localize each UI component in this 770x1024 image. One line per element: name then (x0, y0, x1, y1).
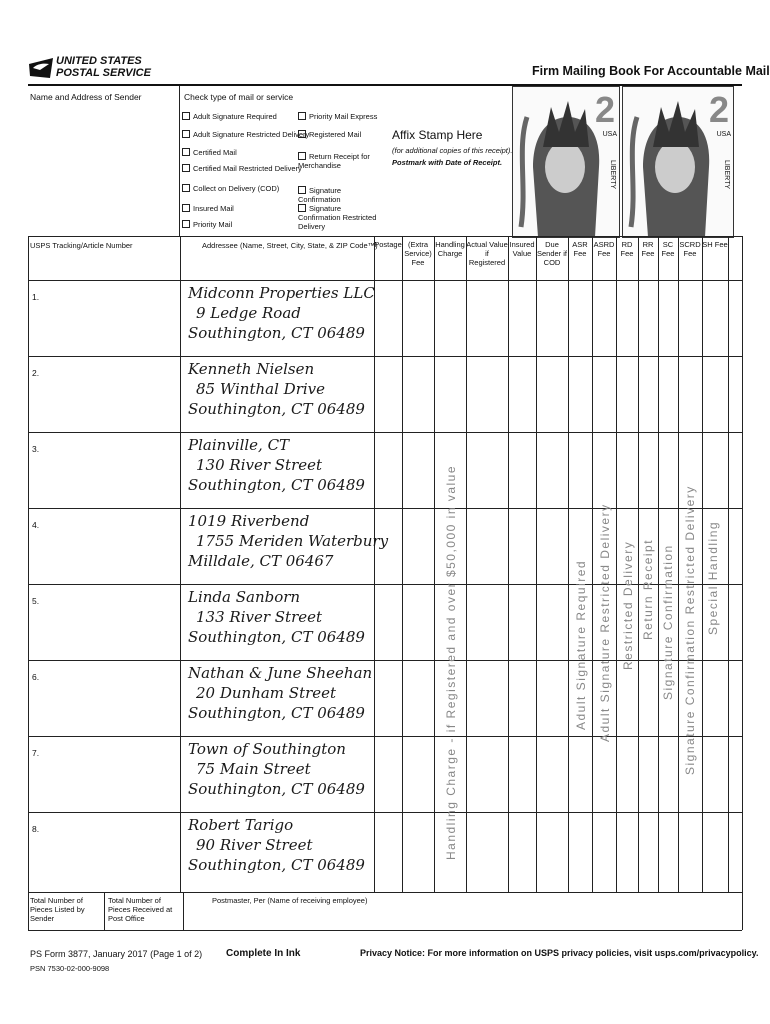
col-header-postage: Postage (374, 240, 402, 249)
checkbox-icon[interactable] (298, 112, 306, 120)
col-header-extra: (Extra Service) Fee (404, 240, 432, 267)
mail-type-option[interactable] (182, 148, 312, 157)
mail-type-label: Return Receipt for Merchandise (298, 152, 370, 170)
handwritten-address-line: Nathan & June Sheehan (188, 664, 373, 682)
agency-line2: POSTAL SERVICE (56, 67, 151, 79)
col-header-handling: Handling Charge (435, 240, 465, 258)
row-divider (28, 508, 742, 509)
col-header-sc: SC Fee (661, 240, 675, 258)
handwritten-address-line: 90 River Street (196, 836, 313, 854)
column-divider (616, 236, 617, 892)
footer-div2 (183, 892, 184, 930)
mail-type-option[interactable] (182, 220, 312, 229)
affix-stamp-title: Affix Stamp Here (392, 128, 483, 142)
handwritten-address-line: Southington, CT 06489 (188, 400, 365, 418)
mail-type-label: Check type of mail or service (184, 92, 294, 102)
mail-type-label: Certified Mail (193, 148, 237, 157)
checkbox-icon[interactable] (298, 130, 306, 138)
handwritten-address-line: Southington, CT 06489 (188, 780, 365, 798)
column-divider (638, 236, 639, 892)
checkbox-icon[interactable] (182, 148, 190, 156)
vertical-rr: Return Receipt (641, 538, 655, 640)
handwritten-address-line: Southington, CT 06489 (188, 704, 365, 722)
column-divider (702, 236, 703, 892)
handwritten-address-line: 130 River Street (196, 456, 323, 474)
psn-number: PSN 7530-02-000-9098 (30, 964, 110, 973)
row-divider (28, 812, 742, 813)
column-divider (678, 236, 679, 892)
handwritten-address-line: Southington, CT 06489 (188, 324, 365, 342)
handwritten-address-line: Southington, CT 06489 (188, 476, 365, 494)
mail-type-option[interactable] (182, 130, 312, 139)
total-pieces-sender: Total Number of Pieces Listed by Sender (30, 896, 85, 923)
vertical-scrd: Signature Confirmation Restricted Delivery (683, 485, 697, 775)
row-divider (28, 280, 742, 281)
row-number: 4. (32, 520, 40, 530)
liberty-stamp-left (512, 86, 620, 238)
col-header-rr: RR Fee (641, 240, 655, 258)
mail-type-option[interactable] (298, 130, 382, 139)
vertical-asrd: Adult Signature Restricted Delivery (598, 503, 612, 742)
mail-type-label: Registered Mail (309, 130, 362, 139)
handwritten-address-line: 133 River Street (196, 608, 323, 626)
stamp-note1: (for additional copies of this receipt). (392, 146, 513, 155)
column-divider (508, 236, 509, 892)
col-header-scrd: SCRD Fee (679, 240, 701, 258)
mail-type-label: Signature Confirmation (298, 186, 342, 204)
row-number: 5. (32, 596, 40, 606)
checkbox-icon[interactable] (298, 204, 306, 212)
handwritten-address-line: Linda Sanborn (188, 588, 301, 606)
handwritten-address-line: Southington, CT 06489 (188, 856, 365, 874)
footer-div1 (104, 892, 105, 930)
row-number: 2. (32, 368, 40, 378)
row-number: 6. (32, 672, 40, 682)
handwritten-address-line: Milldale, CT 06467 (188, 552, 334, 570)
checkbox-icon[interactable] (182, 220, 190, 228)
handwritten-address-line: 1019 Riverbend (188, 512, 310, 530)
mail-type-label: Priority Mail (193, 220, 233, 229)
handwritten-address-line: Southington, CT 06489 (188, 628, 365, 646)
mail-type-option[interactable] (182, 112, 312, 121)
column-divider (536, 236, 537, 892)
column-divider (658, 236, 659, 892)
row-divider (28, 432, 742, 433)
handwritten-address-line: Town of Southington (188, 740, 346, 758)
table-border (28, 236, 29, 930)
liberty-stamp-right (622, 86, 734, 238)
mail-type-label: Priority Mail Express (309, 112, 378, 121)
mail-type-option[interactable] (298, 204, 382, 231)
column-divider (592, 236, 593, 892)
checkbox-icon[interactable] (182, 204, 190, 212)
handwritten-address-line: Plainville, CT (188, 436, 290, 454)
usps-eagle-logo (28, 56, 54, 80)
stamp-country-right: USA (716, 131, 731, 138)
mail-type-option[interactable] (182, 184, 312, 193)
col-header-tracking: USPS Tracking/Article Number (30, 241, 133, 250)
checkbox-icon[interactable] (182, 184, 190, 192)
table-border (742, 236, 743, 930)
col-header-insured: Insured Value (509, 240, 535, 258)
row-number: 7. (32, 748, 40, 758)
col-header-rd: RD Fee (620, 240, 634, 258)
stamp-caption-right: LIBERTY (722, 159, 730, 190)
privacy-notice: Privacy Notice: For more information on USPS privacy policies, visit usps.com/privacypolicy. (360, 948, 759, 958)
handwritten-address-line: 20 Dunham Street (196, 684, 337, 702)
stamp-denom-right: 2 (708, 89, 729, 130)
col-header-asr: ASR Fee (572, 240, 588, 258)
stamp-note2: Postmark with Date of Receipt. (392, 158, 503, 167)
handwritten-address-line: Midconn Properties LLC (188, 284, 375, 302)
form-title: Firm Mailing Book For Accountable Mail (532, 64, 770, 78)
mail-type-option[interactable] (298, 186, 382, 204)
column-divider (568, 236, 569, 892)
column-divider (466, 236, 467, 892)
agency-name (56, 55, 151, 79)
sender-label: Name and Address of Sender (30, 92, 142, 102)
postmaster-label: Postmaster, Per (Name of receiving employee) (212, 896, 368, 905)
stamp-country-left: USA (602, 131, 617, 138)
mail-type-label: Adult Signature Restricted Delivery (193, 130, 310, 139)
row-number: 8. (32, 824, 40, 834)
stamp-denom-left: 2 (594, 89, 615, 130)
handwritten-address-line: 9 Ledge Road (196, 304, 301, 322)
stamp-caption-left: LIBERTY (608, 159, 616, 190)
column-divider (728, 236, 729, 892)
checkbox-icon[interactable] (182, 130, 190, 138)
column-divider (180, 236, 181, 892)
mail-type-option[interactable] (182, 204, 312, 213)
col-header-due-sender: Due Sender if COD (536, 240, 568, 267)
mail-type-option[interactable] (298, 152, 382, 170)
handwritten-address-line: Robert Tarigo (188, 816, 294, 834)
total-pieces-received: Total Number of Pieces Received at Post Office (108, 896, 173, 923)
vertical-sc: Signature Confirmation (661, 544, 675, 700)
checkbox-icon[interactable] (182, 112, 190, 120)
mail-type-option[interactable] (182, 164, 312, 173)
handwritten-address-line: 85 Winthal Drive (196, 380, 326, 398)
handwritten-address-line: Kenneth Nielsen (188, 360, 315, 378)
form-id: PS Form 3877, January 2017 (Page 1 of 2) (30, 949, 203, 959)
handwritten-address-line: 75 Main Street (196, 760, 311, 778)
mail-type-label: Certified Mail Restricted Delivery (193, 164, 302, 173)
row-divider (28, 356, 742, 357)
table-top-rule (28, 236, 742, 237)
row-number: 3. (32, 444, 40, 454)
column-divider (434, 236, 435, 892)
vertical-handling: Handling Charge - if Registered and over $50,000 in value (444, 464, 458, 860)
row-number: 1. (32, 292, 40, 302)
row-divider (28, 736, 742, 737)
footer-bottom-rule (28, 930, 742, 931)
mail-type-option[interactable] (298, 112, 382, 121)
checkbox-icon[interactable] (298, 152, 306, 160)
column-divider (374, 236, 375, 892)
checkbox-icon[interactable] (182, 164, 190, 172)
column-divider (402, 236, 403, 892)
mail-type-label: Collect on Delivery (COD) (193, 184, 280, 193)
mail-type-label: Signature Confirmation Restricted Delivery (298, 204, 377, 231)
footer-top-rule (28, 892, 742, 893)
checkbox-icon[interactable] (298, 186, 306, 194)
handwritten-address-line: 1755 Meriden Waterbury (196, 532, 389, 550)
vertical-rd: Restricted Delivery (621, 540, 635, 670)
col-header-addressee: Addressee (Name, Street, City, State, & ZIP Code™) (202, 241, 378, 250)
col-header-asrd: ASRD Fee (593, 240, 615, 258)
mail-type-label: Insured Mail (193, 204, 234, 213)
mail-type-label: Adult Signature Required (193, 112, 277, 121)
col-header-actual-value: Actual Value if Registered (466, 240, 508, 267)
col-header-sh: SH Fee (702, 240, 728, 249)
complete-in-ink: Complete In Ink (226, 948, 301, 959)
sender-divider (179, 86, 180, 236)
agency-line1: UNITED STATES (56, 55, 142, 67)
vertical-asr: Adult Signature Required (574, 559, 588, 730)
vertical-sh: Special Handling (706, 520, 720, 635)
